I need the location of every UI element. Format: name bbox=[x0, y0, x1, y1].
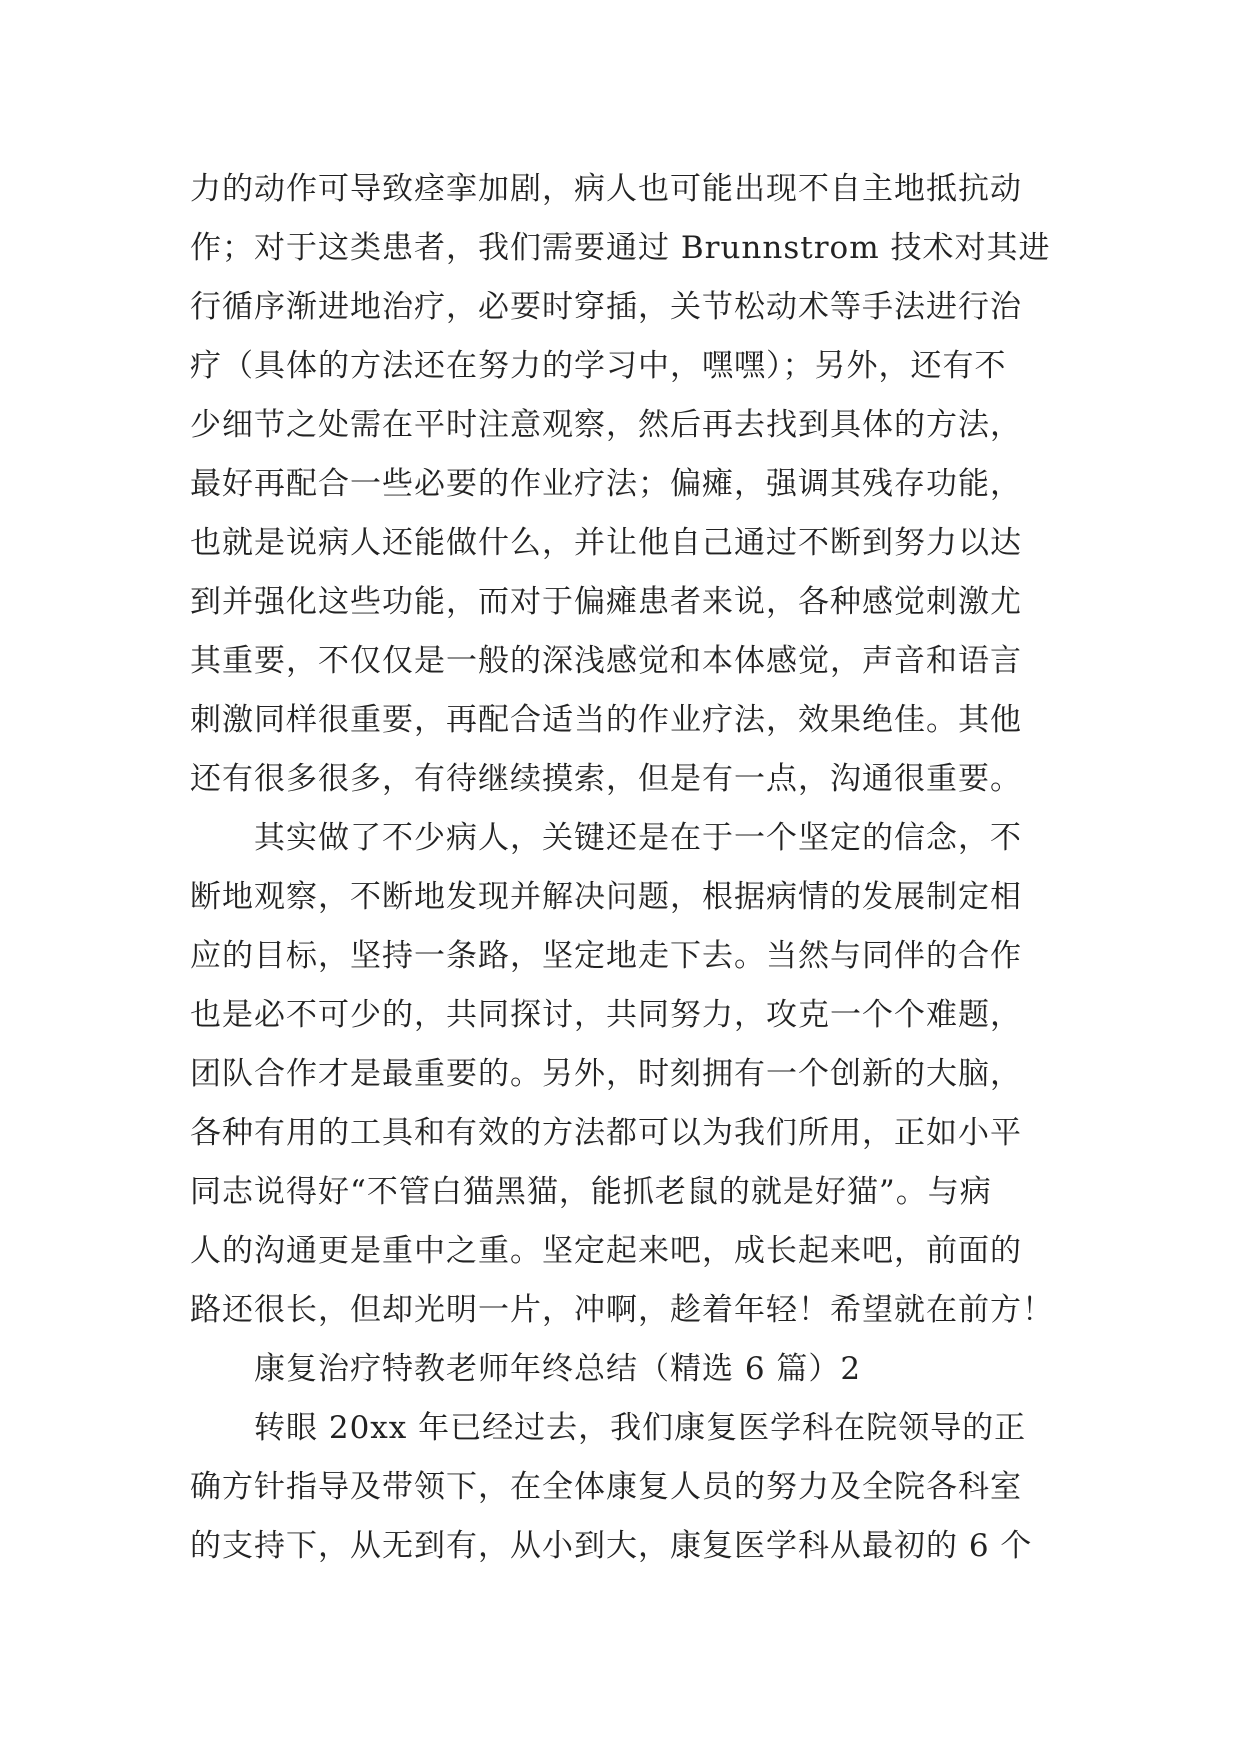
paragraph-start-line: 转眼 20xx 年已经过去，我们康复医学科在院领导的正 bbox=[254, 1410, 1027, 1446]
section-heading: 康复治疗特教老师年终总结（精选 6 篇）2 bbox=[254, 1351, 862, 1387]
text-line: 也就是说病人还能做什么，并让他自己通过不断到努力以达 bbox=[190, 525, 1022, 561]
text-line: 应的目标，坚持一条路，坚定地走下去。当然与同伴的合作 bbox=[190, 938, 1022, 974]
text-line: 也是必不可少的，共同探讨，共同努力，攻克一个个难题， bbox=[190, 997, 1022, 1033]
text-line: 还有很多很多，有待继续摸索，但是有一点，沟通很重要。 bbox=[190, 761, 1022, 797]
paragraph-start-line: 其实做了不少病人，关键还是在于一个坚定的信念，不 bbox=[254, 820, 1022, 856]
text-line: 少细节之处需在平时注意观察，然后再去找到具体的方法， bbox=[190, 407, 1022, 443]
body-text bbox=[190, 160, 1070, 1576]
text-line: 到并强化这些功能，而对于偏瘫患者来说，各种感觉刺激尤 bbox=[190, 584, 1022, 620]
text-line: 断地观察，不断地发现并解决问题，根据病情的发展制定相 bbox=[190, 879, 1022, 915]
text-line: 各种有用的工具和有效的方法都可以为我们所用，正如小平 bbox=[190, 1115, 1022, 1151]
text-line: 作；对于这类患者，我们需要通过 Brunnstrom 技术对其进 bbox=[190, 230, 1051, 266]
text-line: 确方针指导及带领下，在全体康复人员的努力及全院各科室 bbox=[190, 1469, 1022, 1505]
text-line: 刺激同样很重要，再配合适当的作业疗法，效果绝佳。其他 bbox=[190, 702, 1022, 738]
text-line: 同志说得好“不管白猫黑猫，能抓老鼠的就是好猫”。与病 bbox=[190, 1174, 992, 1210]
text-line: 的支持下，从无到有，从小到大，康复医学科从最初的 6 个 bbox=[190, 1528, 1033, 1564]
text-line: 团队合作才是最重要的。另外，时刻拥有一个创新的大脑， bbox=[190, 1056, 1022, 1092]
text-line: 其重要，不仅仅是一般的深浅感觉和本体感觉，声音和语言 bbox=[190, 643, 1022, 679]
text-line: 最好再配合一些必要的作业疗法；偏瘫，强调其残存功能， bbox=[190, 466, 1022, 502]
text-line: 人的沟通更是重中之重。坚定起来吧，成长起来吧，前面的 bbox=[190, 1233, 1022, 1269]
text-line: 力的动作可导致痉挛加剧，病人也可能出现不自主地抵抗动 bbox=[190, 171, 1022, 207]
text-line: 路还很长，但却光明一片，冲啊，趁着年轻！希望就在前方！ bbox=[190, 1292, 1054, 1328]
text-line: 行循序渐进地治疗，必要时穿插，关节松动术等手法进行治 bbox=[190, 289, 1022, 325]
text-line: 疗（具体的方法还在努力的学习中，嘿嘿）；另外，还有不 bbox=[190, 348, 1007, 384]
